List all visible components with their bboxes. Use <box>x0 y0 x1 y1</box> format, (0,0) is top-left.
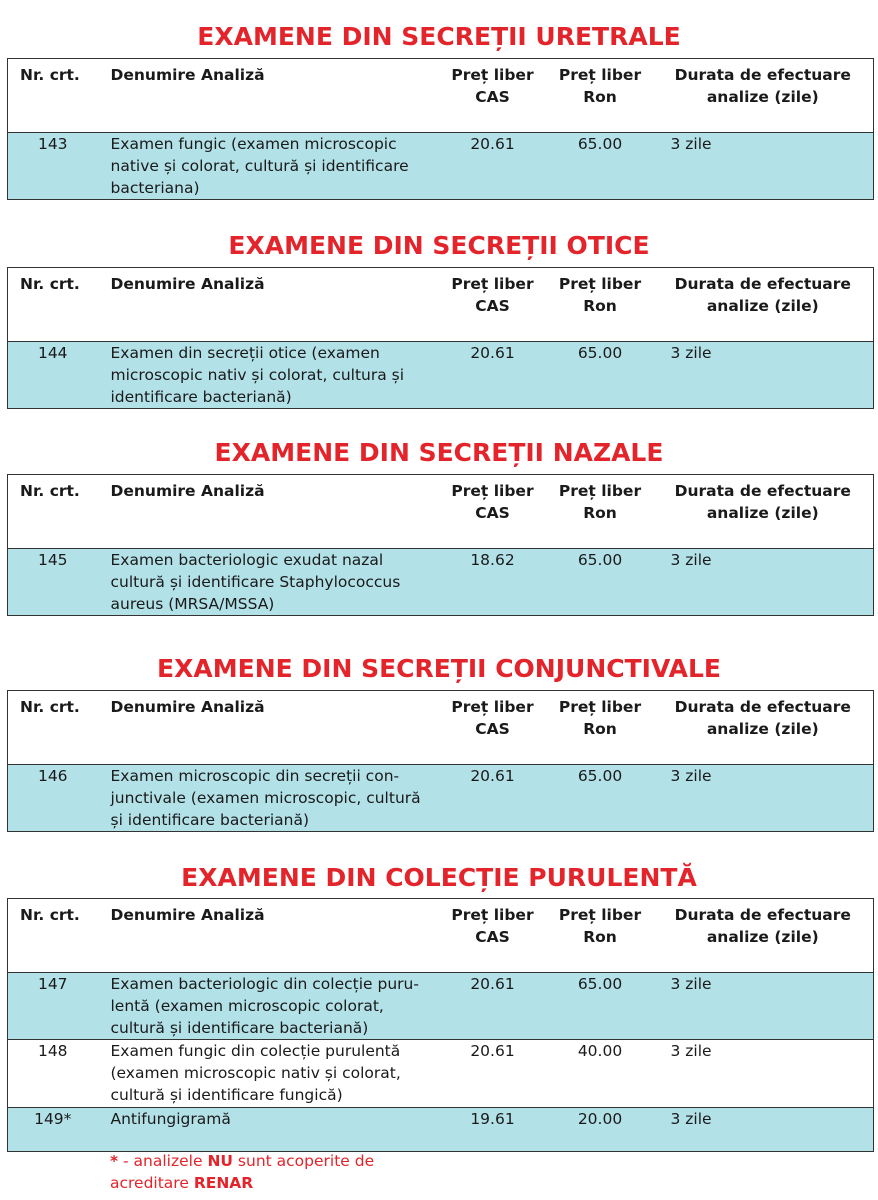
cell-price-cas: 19.61 <box>438 1108 548 1152</box>
cell-name <box>98 1040 438 1108</box>
section-title: EXAMENE DIN SECREȚII NAZALE <box>214 438 664 467</box>
cell-nr <box>8 133 98 200</box>
cell-name-line: cultură și identificare Staphylococcus <box>110 573 401 591</box>
header-nr-line: Nr. crt. <box>20 698 80 716</box>
header-duration-line: Durata de efectuare <box>674 66 851 84</box>
cell-duration: 3 zile <box>653 1108 874 1152</box>
cell-price-cas: 20.61 <box>438 342 548 409</box>
header-price-cas-line: Preț liber <box>451 66 534 84</box>
header-duration <box>653 59 874 133</box>
cell-price-cas: 20.61 <box>438 1040 548 1108</box>
cell-duration: 3 zile <box>653 549 874 616</box>
header-name <box>98 899 438 973</box>
header-name-line: Denumire Analiză <box>110 275 265 293</box>
cell-duration: 3 zile <box>653 973 874 1040</box>
table-header-row <box>8 899 874 973</box>
cell-price-ron: 65.00 <box>548 133 653 200</box>
cell-name <box>98 342 438 409</box>
cell-name <box>98 973 438 1040</box>
header-price-ron-line: Preț liber <box>558 275 642 293</box>
header-price-cas-line: CAS <box>475 504 510 522</box>
price-table <box>7 58 874 200</box>
footnote-text: - analizele <box>118 1152 208 1170</box>
header-price-ron <box>548 475 653 549</box>
header-name <box>98 691 438 765</box>
header-price-ron-line: Preț liber <box>558 698 642 716</box>
cell-nr-value: 144 <box>37 344 68 362</box>
header-nr <box>8 691 98 765</box>
cell-nr-value: 147 <box>37 975 68 993</box>
table-row <box>8 973 874 1040</box>
header-nr-line: Nr. crt. <box>20 906 80 924</box>
cell-name <box>98 765 438 832</box>
table-row <box>8 765 874 832</box>
header-nr <box>8 268 98 342</box>
cell-name-line: Examen fungic din colecție purulentă <box>110 1042 401 1060</box>
header-price-ron-line: Ron <box>583 720 617 738</box>
price-table <box>7 898 874 1152</box>
header-price-cas <box>438 475 548 549</box>
header-price-ron <box>548 268 653 342</box>
header-duration-line: analize (zile) <box>706 88 819 106</box>
header-duration <box>653 899 874 973</box>
header-price-ron-line: Ron <box>583 88 617 106</box>
header-price-cas-line: Preț liber <box>451 275 534 293</box>
cell-nr <box>8 342 98 409</box>
header-name <box>98 475 438 549</box>
cell-name-line: Examen microscopic din secreții con- <box>110 767 400 785</box>
cell-name <box>98 1108 438 1152</box>
header-duration-line: analize (zile) <box>706 504 819 522</box>
header-price-cas-line: CAS <box>475 928 510 946</box>
cell-name-line: cultură și identificare fungică) <box>110 1086 343 1104</box>
cell-duration: 3 zile <box>653 1040 874 1108</box>
header-price-ron-line: Ron <box>583 297 617 315</box>
cell-price-ron: 65.00 <box>548 549 653 616</box>
header-name-line: Denumire Analiză <box>110 906 265 924</box>
cell-nr <box>8 1040 98 1108</box>
section-title: EXAMENE DIN SECREȚII URETRALE <box>197 22 681 51</box>
cell-duration: 3 zile <box>653 342 874 409</box>
footnote-star: * <box>110 1152 119 1170</box>
footnote-renar: RENAR <box>193 1174 254 1192</box>
section-title: EXAMENE DIN COLECȚIE PURULENTĂ <box>181 863 697 892</box>
header-duration-line: Durata de efectuare <box>674 275 851 293</box>
header-price-ron-line: Preț liber <box>558 66 642 84</box>
cell-name-line: Examen bacteriologic exudat nazal <box>110 551 384 569</box>
header-price-cas-line: CAS <box>475 88 510 106</box>
cell-name-line: (examen microscopic nativ și colorat, <box>110 1064 401 1082</box>
header-nr <box>8 899 98 973</box>
header-price-ron-line: Preț liber <box>558 482 642 500</box>
header-price-ron-line: Ron <box>583 928 617 946</box>
header-name-line: Denumire Analiză <box>110 698 265 716</box>
table-header-row <box>8 475 874 549</box>
cell-price-ron: 40.00 <box>548 1040 653 1108</box>
header-nr-line: Nr. crt. <box>20 66 80 84</box>
footnote-text: sunt acoperite de <box>233 1152 375 1170</box>
cell-nr-value: 146 <box>37 767 68 785</box>
table-row <box>8 1040 874 1108</box>
header-price-cas-line: Preț liber <box>451 698 534 716</box>
header-price-cas-line: Preț liber <box>451 906 534 924</box>
table-row <box>8 342 874 409</box>
table-row <box>8 133 874 200</box>
cell-name-line: și identificare bacteriană) <box>110 811 309 829</box>
cell-nr <box>8 765 98 832</box>
cell-nr <box>8 1108 98 1152</box>
table-header-row <box>8 59 874 133</box>
cell-nr <box>8 973 98 1040</box>
header-name-line: Denumire Analiză <box>110 66 265 84</box>
header-name-line: Denumire Analiză <box>110 482 265 500</box>
header-nr <box>8 475 98 549</box>
cell-price-ron: 65.00 <box>548 765 653 832</box>
header-name <box>98 59 438 133</box>
header-price-cas <box>438 691 548 765</box>
cell-name-line: aureus (MRSA/MSSA) <box>110 595 275 613</box>
cell-price-cas: 18.62 <box>438 549 548 616</box>
section-title: EXAMENE DIN SECREȚII CONJUNCTIVALE <box>157 654 721 683</box>
header-duration <box>653 268 874 342</box>
header-price-cas-line: CAS <box>475 720 510 738</box>
footnote <box>110 1150 450 1194</box>
cell-name-line: Examen fungic (examen microscopic <box>110 135 397 153</box>
cell-name-line: Examen bacteriologic din colecție puru- <box>110 975 419 993</box>
header-duration <box>653 475 874 549</box>
header-nr-line: Nr. crt. <box>20 482 80 500</box>
cell-price-cas: 20.61 <box>438 973 548 1040</box>
footnote-text: acreditare <box>110 1174 194 1192</box>
price-table <box>7 267 874 409</box>
cell-name-line: native și colorat, cultură și identificare <box>110 157 409 175</box>
cell-name-line: cultură și identificare bacteriană) <box>110 1019 369 1037</box>
header-price-cas-line: CAS <box>475 297 510 315</box>
cell-nr-value: 148 <box>37 1042 68 1060</box>
cell-nr-value: 149* <box>34 1110 72 1128</box>
cell-nr <box>8 549 98 616</box>
cell-price-ron: 20.00 <box>548 1108 653 1152</box>
cell-name <box>98 133 438 200</box>
header-duration-line: Durata de efectuare <box>674 906 851 924</box>
table-row <box>8 549 874 616</box>
cell-name-line: bacteriana) <box>110 179 200 197</box>
header-nr <box>8 59 98 133</box>
cell-name-line: Antifungigramă <box>110 1110 231 1128</box>
cell-name-line: identificare bacteriană) <box>110 388 292 406</box>
table-row <box>8 1108 874 1152</box>
cell-name-line: junctivale (examen microscopic, cultură <box>110 789 421 807</box>
header-price-cas-line: Preț liber <box>451 482 534 500</box>
header-duration-line: analize (zile) <box>706 720 819 738</box>
cell-duration: 3 zile <box>653 133 874 200</box>
price-table <box>7 474 874 616</box>
header-name <box>98 268 438 342</box>
table-header-row <box>8 268 874 342</box>
cell-price-ron: 65.00 <box>548 973 653 1040</box>
cell-nr-value: 145 <box>37 551 68 569</box>
section-title: EXAMENE DIN SECREȚII OTICE <box>228 231 650 260</box>
header-price-cas <box>438 268 548 342</box>
footnote-nu: NU <box>207 1152 233 1170</box>
cell-duration: 3 zile <box>653 765 874 832</box>
header-price-ron-line: Ron <box>583 504 617 522</box>
header-duration-line: analize (zile) <box>706 928 819 946</box>
header-price-ron <box>548 691 653 765</box>
cell-price-cas: 20.61 <box>438 133 548 200</box>
header-duration <box>653 691 874 765</box>
header-duration-line: Durata de efectuare <box>674 482 851 500</box>
header-duration-line: Durata de efectuare <box>674 698 851 716</box>
cell-name-line: microscopic nativ și colorat, cultura și <box>110 366 405 384</box>
header-price-cas <box>438 899 548 973</box>
cell-nr-value: 143 <box>37 135 68 153</box>
header-price-ron <box>548 899 653 973</box>
cell-name-line: lentă (examen microscopic colorat, <box>110 997 384 1015</box>
header-price-ron-line: Preț liber <box>558 906 642 924</box>
header-price-cas <box>438 59 548 133</box>
header-duration-line: analize (zile) <box>706 297 819 315</box>
header-nr-line: Nr. crt. <box>20 275 80 293</box>
price-table <box>7 690 874 832</box>
cell-name-line: Examen din secreții otice (examen <box>110 344 380 362</box>
cell-name <box>98 549 438 616</box>
header-price-ron <box>548 59 653 133</box>
cell-price-cas: 20.61 <box>438 765 548 832</box>
table-header-row <box>8 691 874 765</box>
cell-price-ron: 65.00 <box>548 342 653 409</box>
